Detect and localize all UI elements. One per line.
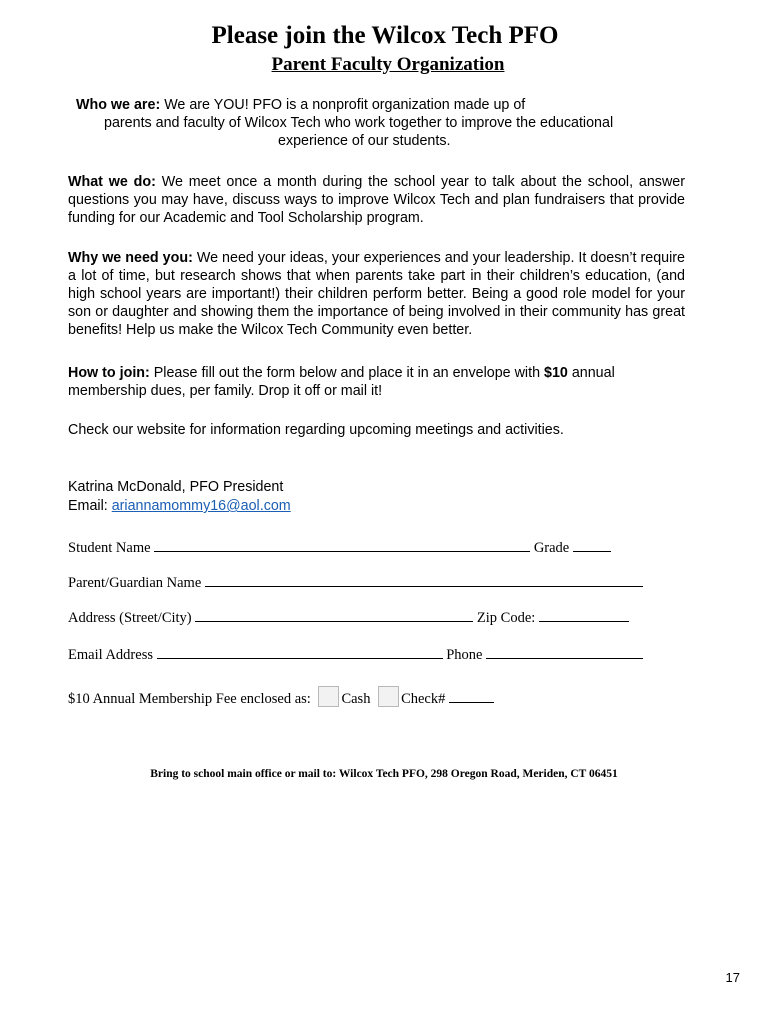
contact-block bbox=[68, 478, 291, 516]
parent-name-label: Parent/Guardian Name bbox=[68, 575, 202, 591]
email-link[interactable]: ariannamommy16@aol.com bbox=[111, 498, 291, 514]
grade-label: Grade bbox=[533, 540, 570, 556]
address-field[interactable] bbox=[195, 608, 473, 622]
who-label: Who we are: bbox=[76, 97, 161, 113]
email-label: Email: bbox=[68, 498, 112, 514]
what-text: We meet once a month during the school year to talk about the school, answer questions you may have, discuss ways to improve Wilcox Tech and plan fundraisers that provide funding for our Academic and Tool Scholarship program. bbox=[68, 174, 685, 226]
how-text-before: Please fill out the form below and place it in an envelope with bbox=[149, 365, 544, 381]
phone-field[interactable] bbox=[486, 645, 643, 659]
form-row-parent bbox=[68, 573, 643, 592]
who-line-1 bbox=[76, 97, 525, 113]
cash-checkbox[interactable] bbox=[318, 686, 339, 707]
form-row-fee bbox=[68, 686, 494, 708]
form-row-email bbox=[68, 645, 643, 664]
zip-field[interactable] bbox=[539, 608, 629, 622]
how-amount: $10 bbox=[544, 365, 568, 381]
address-label: Address (Street/City) bbox=[68, 610, 192, 626]
page-title: Please join the Wilcox Tech PFO bbox=[211, 22, 559, 49]
fee-label: $10 Annual Membership Fee enclosed as: bbox=[68, 691, 311, 707]
cash-label: Cash bbox=[341, 691, 371, 707]
website-note: Check our website for information regarding upcoming meetings and activities. bbox=[68, 422, 564, 438]
page-subtitle: Parent Faculty Organization bbox=[271, 54, 505, 75]
student-name-field[interactable] bbox=[154, 538, 530, 552]
student-name-label: Student Name bbox=[68, 540, 151, 556]
email-address-field[interactable] bbox=[157, 645, 443, 659]
who-text-2: parents and faculty of Wilcox Tech who work together to improve the educational bbox=[104, 115, 614, 131]
check-label: Check# bbox=[401, 691, 446, 707]
why-text: We need your ideas, your experiences and your leadership. It doesn’t require a lot of time, but research shows that when parents take part in their children’s education, (and high school years are important!) their children perform better. Being a good role model for your son or daughter and showing them the importance of being involved in their community has great benefits! Help us make the Wilcox Tech Community even better. bbox=[68, 250, 685, 338]
what-label: What we do: bbox=[68, 174, 156, 190]
form-row-address bbox=[68, 608, 629, 627]
check-checkbox[interactable] bbox=[378, 686, 399, 707]
why-we-need-you-section bbox=[68, 249, 685, 339]
what-we-do-section bbox=[68, 173, 685, 227]
phone-label: Phone bbox=[446, 647, 483, 663]
how-text-after: annual membership dues, per family. Drop it off or mail it! bbox=[68, 365, 615, 399]
how-label: How to join: bbox=[68, 365, 150, 381]
grade-field[interactable] bbox=[573, 538, 611, 552]
page-number: 17 bbox=[725, 970, 740, 985]
who-text-1: We are YOU! PFO is a nonprofit organization made up of bbox=[160, 97, 526, 113]
how-to-join-section bbox=[68, 364, 685, 400]
who-we-are-section bbox=[76, 96, 676, 149]
who-text-3: experience of our students. bbox=[278, 133, 451, 149]
form-row-student bbox=[68, 538, 611, 557]
why-label: Why we need you: bbox=[68, 250, 193, 266]
parent-name-field[interactable] bbox=[205, 573, 643, 587]
zip-label: Zip Code: bbox=[476, 610, 536, 626]
check-number-field[interactable] bbox=[449, 689, 494, 703]
mailing-instructions: Bring to school main office or mail to: Wilcox Tech PFO, 298 Oregon Road, Meriden, CT 06451 bbox=[150, 768, 618, 780]
email-address-label: Email Address bbox=[68, 647, 153, 663]
email-line bbox=[68, 497, 291, 516]
president-name: Katrina McDonald, PFO President bbox=[68, 479, 284, 495]
